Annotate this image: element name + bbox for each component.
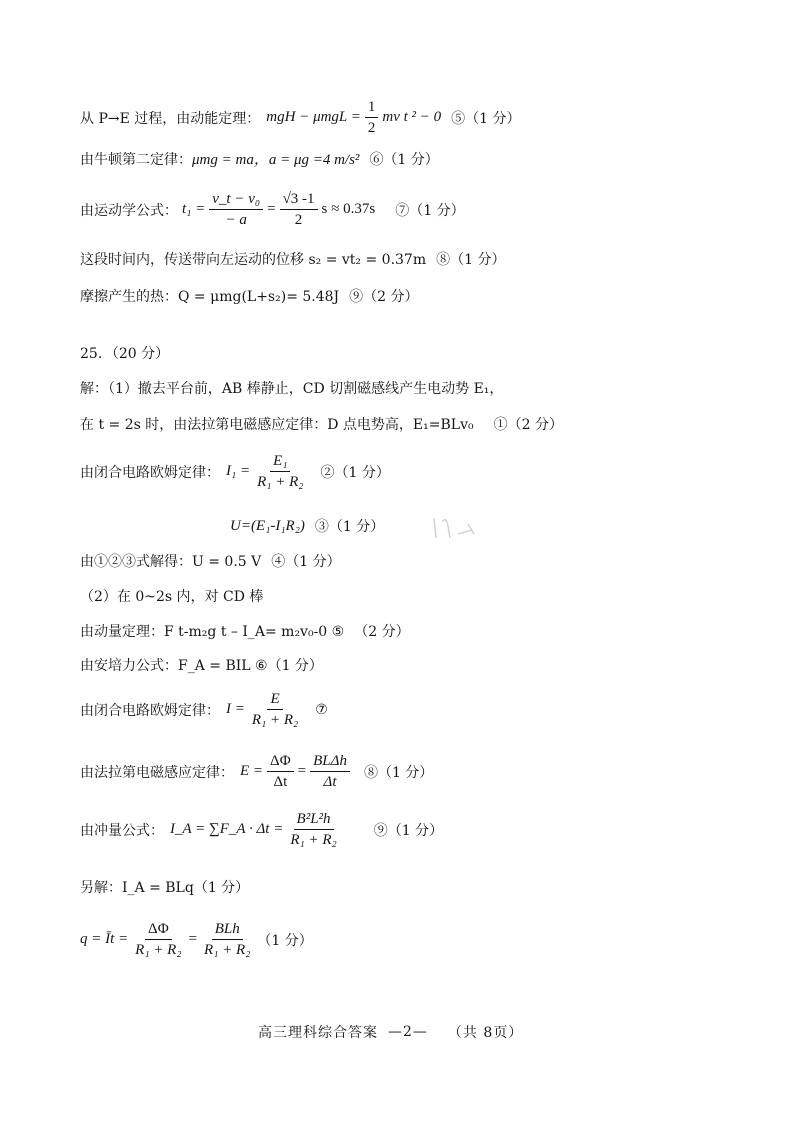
equation-rhs: mv t ² − 0 [382,109,442,125]
score-tag: ⑤（1 分） [451,110,521,127]
line-text: 从 P→E 过程，由动能定理： [80,110,261,127]
line-friction-heat [80,286,419,306]
score-tag: ④（1 分） [271,554,341,570]
equation: U=(E₁-I₁R₂) [230,517,305,534]
line-text: （2）在 0~2s 内，对 CD 棒 [80,589,264,605]
solution-part2-intro [80,586,263,606]
line-text: 由动量定理：F t-m₂g t – I_A= m₂v₀-0 ⑤ [80,624,345,640]
line-solve-u [80,551,341,571]
score-tag: ⑨（2 分） [349,289,419,305]
line-alternative-solution [80,877,249,897]
fraction-flux-resistance [132,920,184,959]
score-tag: ⑦ [315,701,328,718]
line-text: 这段时间内，传送带向左运动的位移 s₂ = vt₂ = 0.37m [80,252,427,268]
equation-rhs: s ≈ 0.37s [321,201,376,217]
fraction-denominator: Δt [323,774,337,790]
line-faraday-law-2: 由法拉第电磁感应定律： E = $\frac{\Delta\Phi}{\Delta t}$ = $\frac{\text{BLΔh}}{\Delta t}$ ⑧（1 分） [80,753,434,790]
fraction-current [249,690,301,729]
line-text: 由闭合电路欧姆定律： [80,702,220,719]
line-momentum-theorem [80,621,410,641]
fraction-numerator: E [267,690,282,710]
fraction-velocity [209,190,263,229]
line-text: 摩擦产生的热：Q = μmg(L+s₂)= 5.48J [80,289,340,305]
line-newton-second-law [80,148,439,169]
line-kinematics: 由运动学公式： t₁ = $\frac{\text{v\_t − v₀}}{- a}$ = $\frac{√3 -1}{2}$ s ≈ 0.37s ⑦（1 分） [80,191,465,228]
fraction-denominator: 2 [294,212,303,228]
fraction-numerator: B²L²h [294,810,334,830]
line-text: 由闭合电路欧姆定律： [80,464,220,481]
line-text: 在 t = 2s 时，由法拉第电磁感应定律：D 点电势高，E₁=BLv₀ [80,417,474,433]
line-text: 另解：I_A = BLq（1 分） [80,880,250,896]
line-text: 由①②③式解得：U = 0.5 V [80,554,262,570]
score-tag: ⑧（1 分） [363,764,434,781]
fraction-numerator: BLh [212,920,243,940]
equation-lhs: q = Īt = [80,931,129,947]
fraction-denominator: R₁ + R₂ [204,942,251,958]
score-tag: ⑧（1 分） [436,252,506,268]
fraction-numerator: √3 -1 [280,190,318,210]
fraction-numerator: E₁ [270,452,290,472]
equation: μmg = ma，a = μg =4 m/s² [192,152,360,168]
fraction-half [365,98,379,137]
line-text: 由冲量公式： [80,822,164,839]
page-total: （共 8页） [447,1025,524,1041]
solution-part1-intro [80,378,503,398]
equation-lhs: I = [226,701,245,717]
fraction-sqrt [280,190,318,229]
fraction-numerator: ΔΦ [267,752,294,772]
score-tag: ⑥（1 分） [369,151,439,168]
fraction-blh [201,920,253,959]
fraction-current [254,452,306,491]
equation-lhs: E = [240,763,264,779]
fraction-numerator: BLΔh [310,752,350,772]
line-text: 由法拉第电磁感应定律： [80,764,234,781]
score-tag: ②（1 分） [320,464,390,481]
fraction-denominator: R₁ + R₂ [257,474,304,490]
score-tag: ⑨（1 分） [373,822,444,839]
score-tag: （1 分） [257,932,313,949]
fraction-numerator: 1 [365,98,379,118]
fraction-denominator: R₁ + R₂ [290,832,337,848]
equation-lhs: mgH − μmgL = [266,109,361,125]
equation-lhs: I_A = ∑F_A · Δt = [170,821,284,837]
line-ohm-law-2 [80,690,328,729]
fraction-denominator: R₁ + R₂ [251,712,299,728]
line-belt-displacement [80,249,505,269]
line-ohm-law-1 [80,452,390,491]
fraction-denominator: Δt [273,774,288,790]
footer-title: 高三理科综合答案 [258,1025,378,1041]
line-faraday-law [80,414,563,434]
score-tag: （2 分） [354,624,410,640]
fraction-flux [267,752,294,791]
equation-lhs: I₁ = [226,463,251,479]
question-number: 25．（20 分） [80,346,170,362]
fraction-numerator: v_t − v₀ [209,190,263,210]
equation-lhs: t₁ = [182,201,206,217]
fraction-numerator: ΔΦ [145,920,172,940]
fraction-denominator: R₁ + R₂ [135,942,182,958]
line-text: 由运动学公式： [80,202,178,219]
line-text: 由牛顿第二定律： [80,151,192,168]
line-text: 由安培力公式：F_A = BIL ⑥（1 分） [80,658,323,674]
line-kinetic-energy-theorem [80,98,521,137]
page-number: —2— [388,1024,428,1040]
score-tag: ⑦（1 分） [395,202,465,219]
question-25-heading [80,343,169,363]
line-impulse [80,810,443,849]
score-tag: ①（2 分） [493,417,563,433]
page-footer [258,1022,523,1042]
fraction-denominator: 2 [367,120,376,136]
fraction-denominator: − a [225,212,247,228]
line-voltage [230,516,384,536]
fraction-bl-dh [310,752,350,791]
score-tag: ③（1 分） [314,519,385,535]
line-text: 解：（1）撤去平台前，AB 棒静止，CD 切割磁感线产生电动势 E₁， [80,381,504,397]
fraction-impulse [287,810,339,849]
pencil-scribble-mark [428,512,484,544]
line-ampere-force [80,655,323,675]
line-charge: q = Īt = $\frac{\Delta\Phi}{\text{R₁ + R₂}}$ = $\frac{\text{BLh}}{\text{R₁ + R₂}}$ （1 分） [80,921,313,958]
